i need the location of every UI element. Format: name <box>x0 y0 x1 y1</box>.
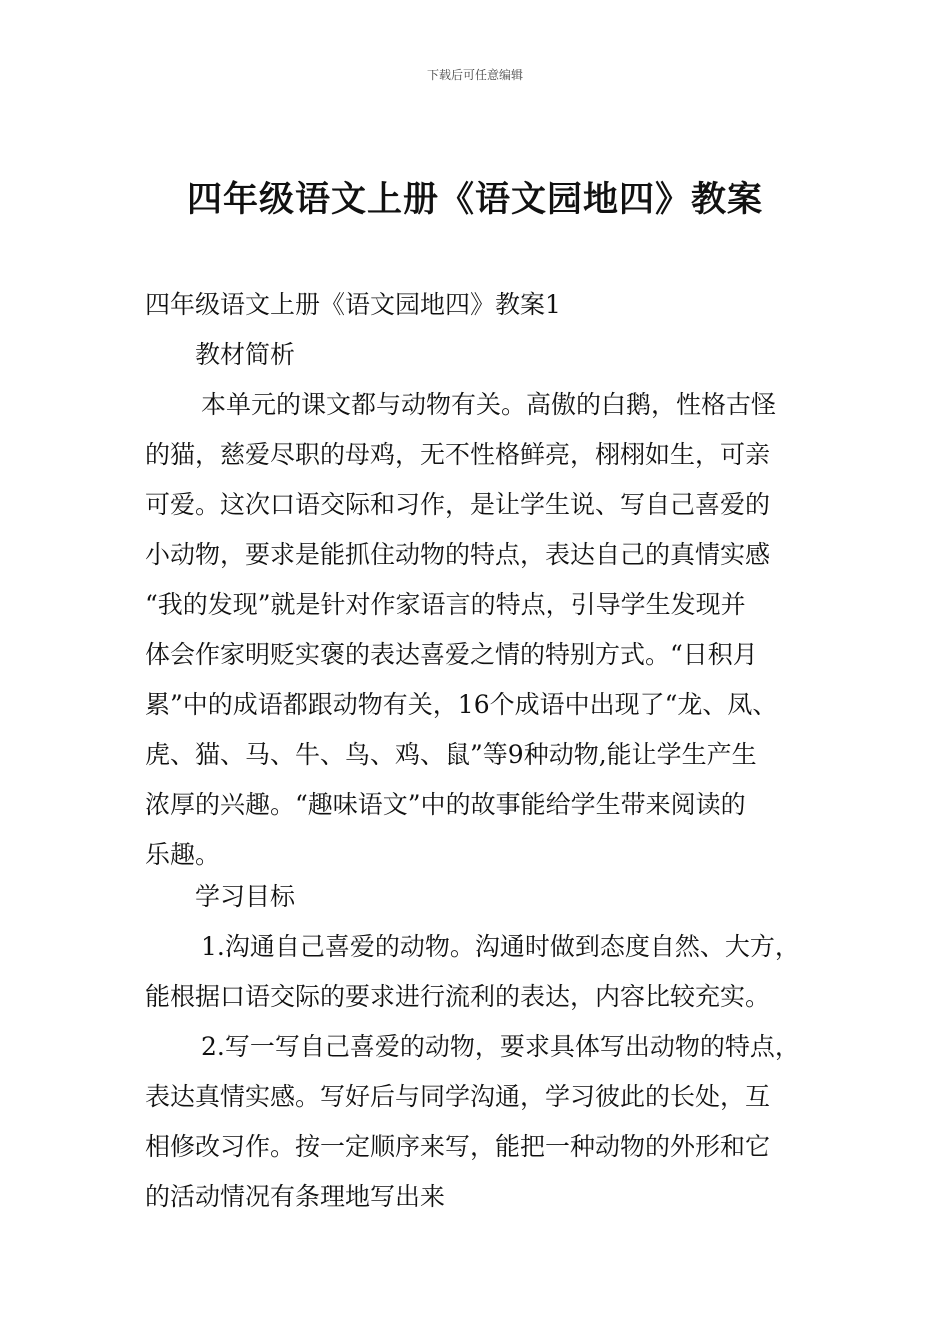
goal-line: 能根据口语交际的要求进行流利的表达，内容比较充实。 <box>145 982 771 1011</box>
page-title: 四年级语文上册《语文园地四》教案 <box>186 180 763 220</box>
paragraph-line: “我的发现”就是针对作家语言的特点，引导学生发现并 <box>145 590 746 619</box>
paragraph-line: 可爱。这次口语交际和习作，是让学生说、写自己喜爱的 <box>145 490 771 519</box>
goal-item-2 <box>145 1022 825 1222</box>
goal-item-1 <box>145 922 825 1022</box>
document-subtitle <box>145 280 825 330</box>
paragraph-line: 虎、猫、马、牛、鸟、鸡、鼠”等9种动物,能让学生产生 <box>145 740 757 769</box>
section-heading: 教材简析 <box>195 340 296 369</box>
paragraph-line: 浓厚的兴趣。“趣味语文”中的故事能给学生带来阅读的 <box>145 790 746 819</box>
goal-line: 表达真情实感。写好后与同学沟通，学习彼此的长处，互 <box>145 1082 771 1111</box>
paragraph-line: 本单元的课文都与动物有关。高傲的白鹅，性格古怪 <box>201 390 777 419</box>
analysis-paragraph <box>145 380 825 880</box>
header-note: 下载后可任意编辑 <box>426 68 523 82</box>
goal-line: 2.写一写自己喜爱的动物，要求具体写出动物的特点， <box>201 1032 800 1061</box>
subtitle-line: 四年级语文上册《语文园地四》教案1 <box>145 290 561 319</box>
paragraph-line: 小动物，要求是能抓住动物的特点，表达自己的真情实感 <box>145 540 771 569</box>
goal-line: 的活动情况有条理地写出来 <box>145 1182 446 1211</box>
paragraph-line: 累”中的成语都跟动物有关，16个成语中出现了“龙、凤、 <box>145 690 778 719</box>
goal-line: 相修改习作。按一定顺序来写，能把一种动物的外形和它 <box>145 1132 771 1161</box>
section-heading: 学习目标 <box>195 882 296 911</box>
section-heading-goals <box>145 872 825 922</box>
section-heading-analysis <box>145 330 825 380</box>
paragraph-line: 的猫，慈爱尽职的母鸡，无不性格鲜亮，栩栩如生，可亲 <box>145 440 771 469</box>
goal-line: 1.沟通自己喜爱的动物。沟通时做到态度自然、大方， <box>201 932 800 961</box>
paragraph-line: 乐趣。 <box>145 840 221 869</box>
paragraph-line: 体会作家明贬实褒的表达喜爱之情的特别方式。“日积月 <box>145 640 758 669</box>
